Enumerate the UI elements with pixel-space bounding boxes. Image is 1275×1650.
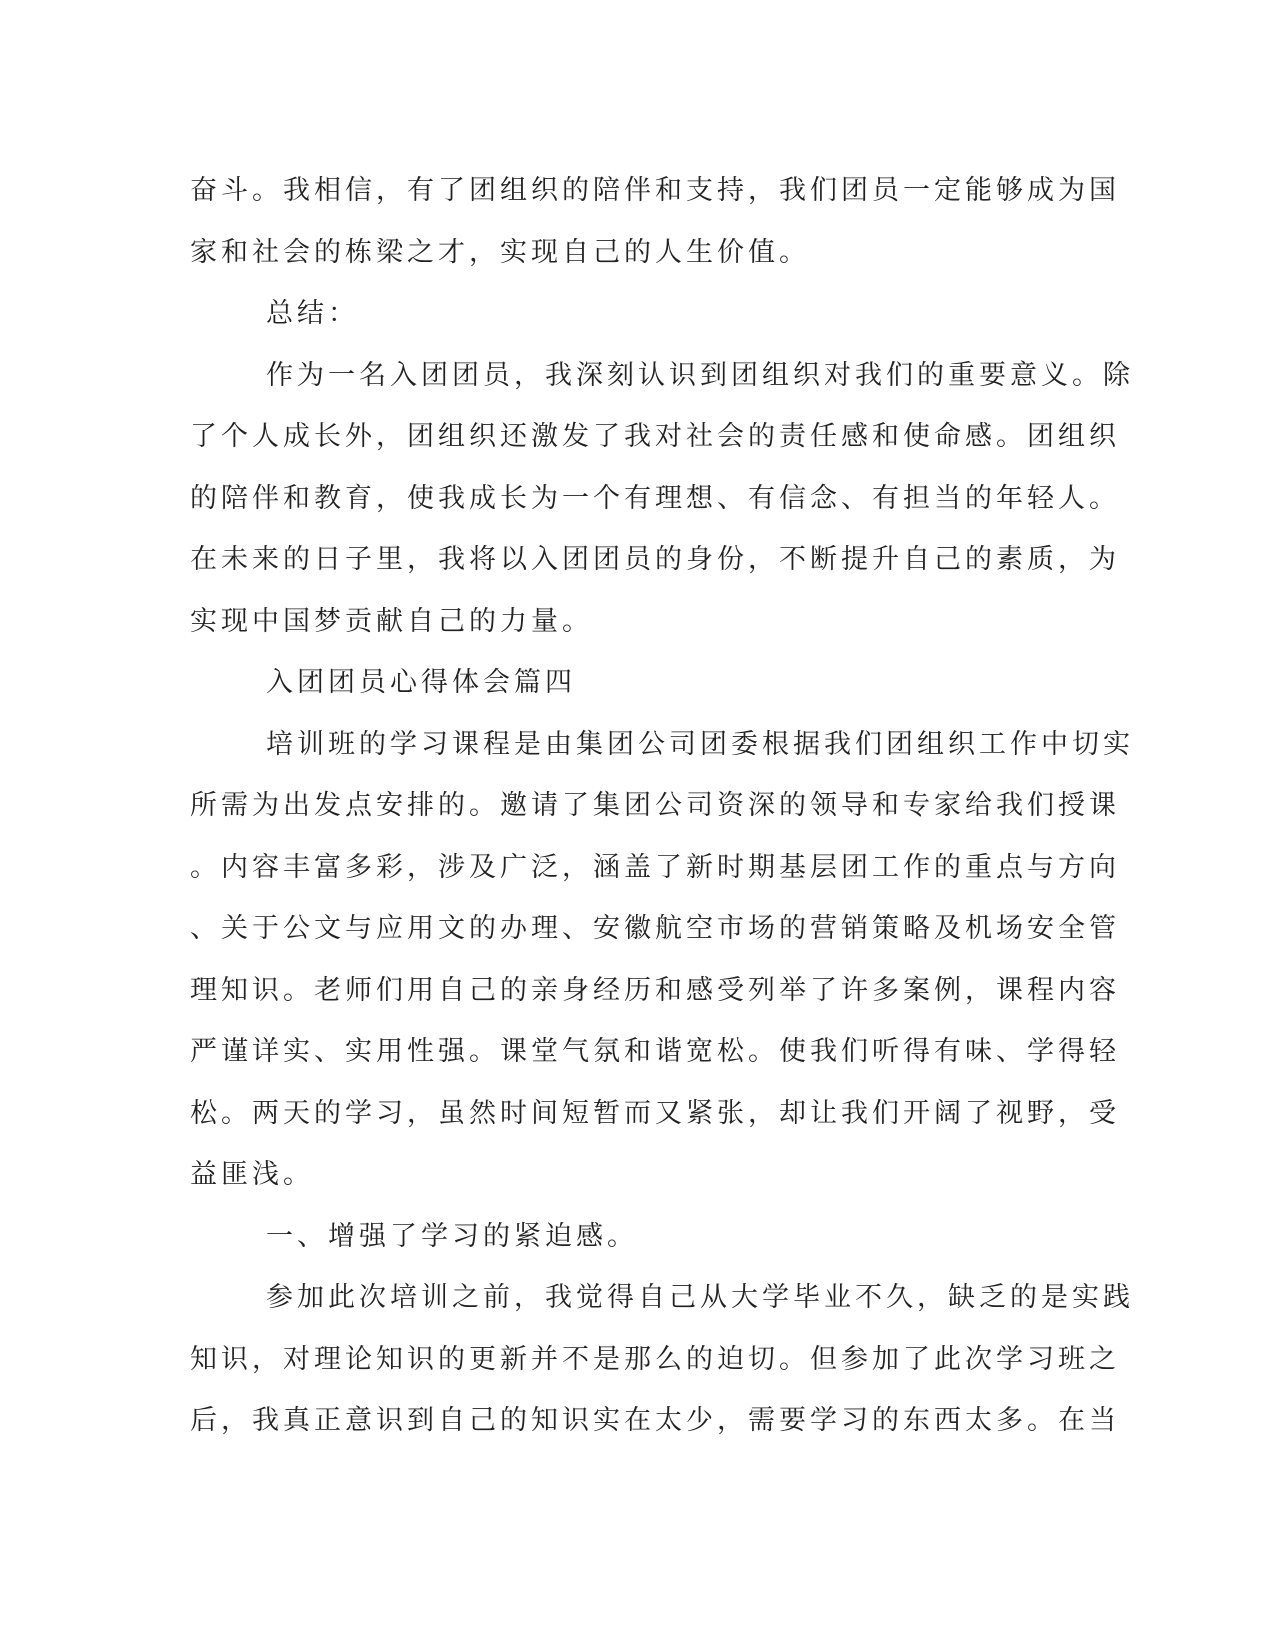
text-line: 知识，对理论知识的更新并不是那么的迫切。但参加了此次学习班之 xyxy=(190,1343,1120,1375)
section-heading: 总结： xyxy=(266,298,359,329)
text-line: 、关于公文与应用文的办理、安徽航空市场的营销策略及机场安全管 xyxy=(190,913,1120,944)
text-line: 严谨详实、实用性强。课堂气氛和谐宽松。使我们听得有味、学得轻 xyxy=(190,1036,1120,1067)
text-line: 理知识。老师们用自己的亲身经历和感受列举了许多案例，课程内容 xyxy=(190,974,1120,1006)
text-line: 益匪浅。 xyxy=(190,1159,314,1190)
text-line: 实现中国梦贡献自己的力量。 xyxy=(190,605,593,637)
text-line: 在未来的日子里，我将以入团团员的身份，不断提升自己的素质，为 xyxy=(190,544,1120,575)
body-text xyxy=(190,160,1134,1452)
text-line: 培训班的学习课程是由集团公司团委根据我们团组织工作中切实 xyxy=(266,728,1134,760)
text-line: 作为一名入团团员，我深刻认识到团组织对我们的重要意义。除 xyxy=(266,359,1134,391)
section-heading: 一、增强了学习的紧迫感。 xyxy=(266,1220,638,1252)
text-line: 了个人成长外，团组织还激发了我对社会的责任感和使命感。团组织 xyxy=(190,421,1120,452)
text-line: 的陪伴和教育，使我成长为一个有理想、有信念、有担当的年轻人。 xyxy=(190,482,1120,514)
text-line: 后，我真正意识到自己的知识实在太少，需要学习的东西太多。在当 xyxy=(190,1405,1120,1436)
text-line: 奋斗。我相信，有了团组织的陪伴和支持，我们团员一定能够成为国 xyxy=(190,175,1120,206)
text-line: 家和社会的栋梁之才，实现自己的人生价值。 xyxy=(190,236,810,268)
text-line: 参加此次培训之前，我觉得自己从大学毕业不久，缺乏的是实践 xyxy=(266,1282,1134,1313)
chapter-title: 入团团员心得体会篇四 xyxy=(266,667,576,698)
text-line: 所需为出发点安排的。邀请了集团公司资深的领导和专家给我们授课 xyxy=(190,790,1120,821)
text-line: 松。两天的学习，虽然时间短暂而又紧张，却让我们开阔了视野，受 xyxy=(190,1097,1120,1129)
text-line: 。内容丰富多彩，涉及广泛，涵盖了新时期基层团工作的重点与方向 xyxy=(190,851,1120,883)
